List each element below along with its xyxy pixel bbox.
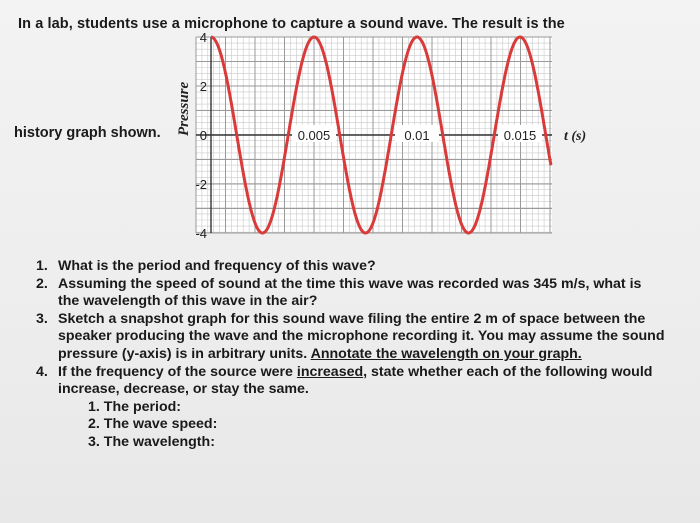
question-list <box>36 258 666 452</box>
question-2 <box>36 276 666 311</box>
y-tick-label: -2 <box>195 177 207 192</box>
question-3-number: 3. <box>36 310 48 327</box>
question-3-annotate: Annotate the wavelength on your graph. <box>310 345 582 362</box>
question-4-text-a: If the frequency of the source were <box>58 363 297 380</box>
question-2-text: Assuming the speed of sound at the time this wave was recorded was 345 m/s, what is the wavelength of this wave in the air? <box>58 275 642 310</box>
sub-item-wave-speed: 2. The wave speed: <box>88 416 218 433</box>
question-3-text: Sketch a snapshot graph for this sound wave filing the entire 2 m of space between the speaker producing the wave and the microphone recording it. You may assume the sound pressure (y-axis) is in arbitrary units. <box>58 310 665 362</box>
y-axis-label: Pressure <box>176 81 192 136</box>
sub-item-period: 1. The period: <box>88 398 182 415</box>
intro-line-2: history graph shown. <box>14 125 161 141</box>
question-1-number: 1. <box>36 258 48 274</box>
question-1 <box>36 258 666 276</box>
question-4-increased: increased <box>296 363 364 380</box>
y-tick-label: 2 <box>199 79 207 94</box>
y-tick-label: 4 <box>199 30 207 45</box>
question-4-text-b: , state whether each of the following would increase, decrease, or stay the same. <box>58 363 653 398</box>
question-1-text: What is the period and frequency of this wave? <box>58 258 376 274</box>
question-2-number: 2. <box>36 275 48 292</box>
question-3 <box>36 311 666 364</box>
y-tick-label: 0 <box>199 128 207 143</box>
x-tick-label: 0.005 <box>297 128 331 143</box>
question-3-body <box>58 311 666 364</box>
sub-item-wavelength: 3. The wavelength: <box>88 433 215 450</box>
x-axis-label: t (s) <box>564 129 587 144</box>
question-4-body <box>58 364 666 399</box>
y-tick-label: -4 <box>195 226 207 241</box>
question-4 <box>36 364 666 399</box>
question-4-number: 4. <box>36 363 48 380</box>
intro-line-1: In a lab, students use a microphone to capture a sound wave. The result is the <box>18 16 565 32</box>
x-tick-label: 0.015 <box>503 128 537 143</box>
x-tick-label: 0.01 <box>404 128 430 143</box>
